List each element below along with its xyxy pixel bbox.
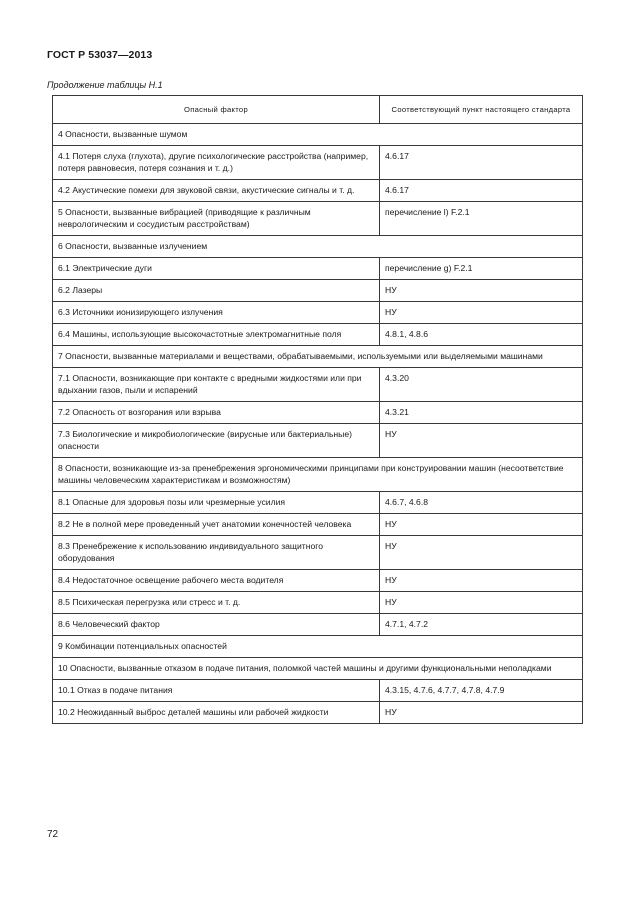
reference-cell: 4.3.15, 4.7.6, 4.7.7, 4.7.8, 4.7.9: [380, 680, 583, 702]
column-header-reference: Соответствующий пункт настоящего стандарта: [380, 96, 583, 124]
section-heading: 7 Опасности, вызванные материалами и веществами, обрабатываемыми, используемыми или выделяемыми машинами: [53, 346, 583, 368]
table-row: [53, 536, 583, 570]
reference-cell: НУ: [380, 570, 583, 592]
reference-cell: 4.6.7, 4.6.8: [380, 492, 583, 514]
table-row: [53, 146, 583, 180]
column-header-hazard: Опасный фактор: [53, 96, 380, 124]
table-row: [53, 614, 583, 636]
reference-cell: 4.3.20: [380, 368, 583, 402]
hazard-cell: 8.6 Человеческий фактор: [53, 614, 380, 636]
reference-cell: 4.8.1, 4.8.6: [380, 324, 583, 346]
section-heading: 4 Опасности, вызванные шумом: [53, 124, 583, 146]
hazard-cell: 7.3 Биологические и микробиологические (вирусные или бактериальные) опасности: [53, 424, 380, 458]
section-heading: 10 Опасности, вызванные отказом в подаче питания, поломкой частей машины и другими функциональными неполадками: [53, 658, 583, 680]
reference-cell: 4.6.17: [380, 146, 583, 180]
hazard-cell: 10.1 Отказ в подаче питания: [53, 680, 380, 702]
table-row: [53, 680, 583, 702]
table-row-section: [53, 636, 583, 658]
table-row: [53, 570, 583, 592]
hazard-cell: 6.2 Лазеры: [53, 280, 380, 302]
section-heading: 8 Опасности, возникающие из-за пренебрежения эргономическими принципами при конструировании машин (несоответствие машины человеческим характеристикам и возможностям): [53, 458, 583, 492]
table-body: [53, 124, 583, 724]
reference-cell: 4.6.17: [380, 180, 583, 202]
table-row: [53, 592, 583, 614]
reference-cell: перечисление l) F.2.1: [380, 202, 583, 236]
table-row: [53, 280, 583, 302]
hazards-table: [52, 95, 583, 724]
table-row-section: [53, 658, 583, 680]
hazard-cell-bold: 5 Опасности, вызванные вибрацией (приводящие к различным неврологическим и сосудистым расстройствам): [53, 202, 380, 236]
hazard-cell: 7.1 Опасности, возникающие при контакте с вредными жидкостями или при вдыхании газов, пыли и испарений: [53, 368, 380, 402]
reference-cell: НУ: [380, 424, 583, 458]
section-heading: 9 Комбинации потенциальных опасностей: [53, 636, 583, 658]
reference-cell: 4.3.21: [380, 402, 583, 424]
document-header: ГОСТ Р 53037—2013: [47, 49, 153, 61]
hazard-cell: 7.2 Опасность от возгорания или взрыва: [53, 402, 380, 424]
table-row: [53, 702, 583, 724]
hazard-cell: 8.1 Опасные для здоровья позы или чрезмерные усилия: [53, 492, 380, 514]
reference-cell: НУ: [380, 514, 583, 536]
table-row: [53, 324, 583, 346]
reference-cell: перечисление g) F.2.1: [380, 258, 583, 280]
table-row: [53, 302, 583, 324]
table-row: [53, 258, 583, 280]
table-row: [53, 180, 583, 202]
hazard-cell: 4.2 Акустические помехи для звуковой связи, акустические сигналы и т. д.: [53, 180, 380, 202]
section-heading: 6 Опасности, вызванные излучением: [53, 236, 583, 258]
reference-cell: НУ: [380, 302, 583, 324]
table-row: [53, 492, 583, 514]
table-header-row: [53, 96, 583, 124]
hazard-cell: 6.3 Источники ионизирующего излучения: [53, 302, 380, 324]
table-caption: Продолжение таблицы Н.1: [47, 80, 163, 90]
reference-cell: НУ: [380, 592, 583, 614]
hazard-cell: 8.2 Не в полной мере проведенный учет анатомии конечностей человека: [53, 514, 380, 536]
table-row: [53, 368, 583, 402]
reference-cell: НУ: [380, 536, 583, 570]
hazard-cell: 10.2 Неожиданный выброс деталей машины или рабочей жидкости: [53, 702, 380, 724]
table-row-section: [53, 236, 583, 258]
table-row: [53, 402, 583, 424]
reference-cell: НУ: [380, 702, 583, 724]
page-number: 72: [47, 829, 59, 840]
hazard-cell: 8.4 Недостаточное освещение рабочего места водителя: [53, 570, 380, 592]
reference-cell: НУ: [380, 280, 583, 302]
table-row: [53, 202, 583, 236]
hazard-cell: 8.3 Пренебрежение к использованию индивидуального защитного оборудования: [53, 536, 380, 570]
table-row: [53, 424, 583, 458]
table-row-section: [53, 346, 583, 368]
reference-cell: 4.7.1, 4.7.2: [380, 614, 583, 636]
hazard-cell: 6.1 Электрические дуги: [53, 258, 380, 280]
table-row-section: [53, 458, 583, 492]
hazard-cell: 4.1 Потеря слуха (глухота), другие психологические расстройства (например, потеря равновесия, потеря сознания и т. д.): [53, 146, 380, 180]
hazard-cell: 8.5 Психическая перегрузка или стресс и т. д.: [53, 592, 380, 614]
hazard-cell: 6.4 Машины, использующие высокочастотные электромагнитные поля: [53, 324, 380, 346]
table-row-section: [53, 124, 583, 146]
table-row: [53, 514, 583, 536]
